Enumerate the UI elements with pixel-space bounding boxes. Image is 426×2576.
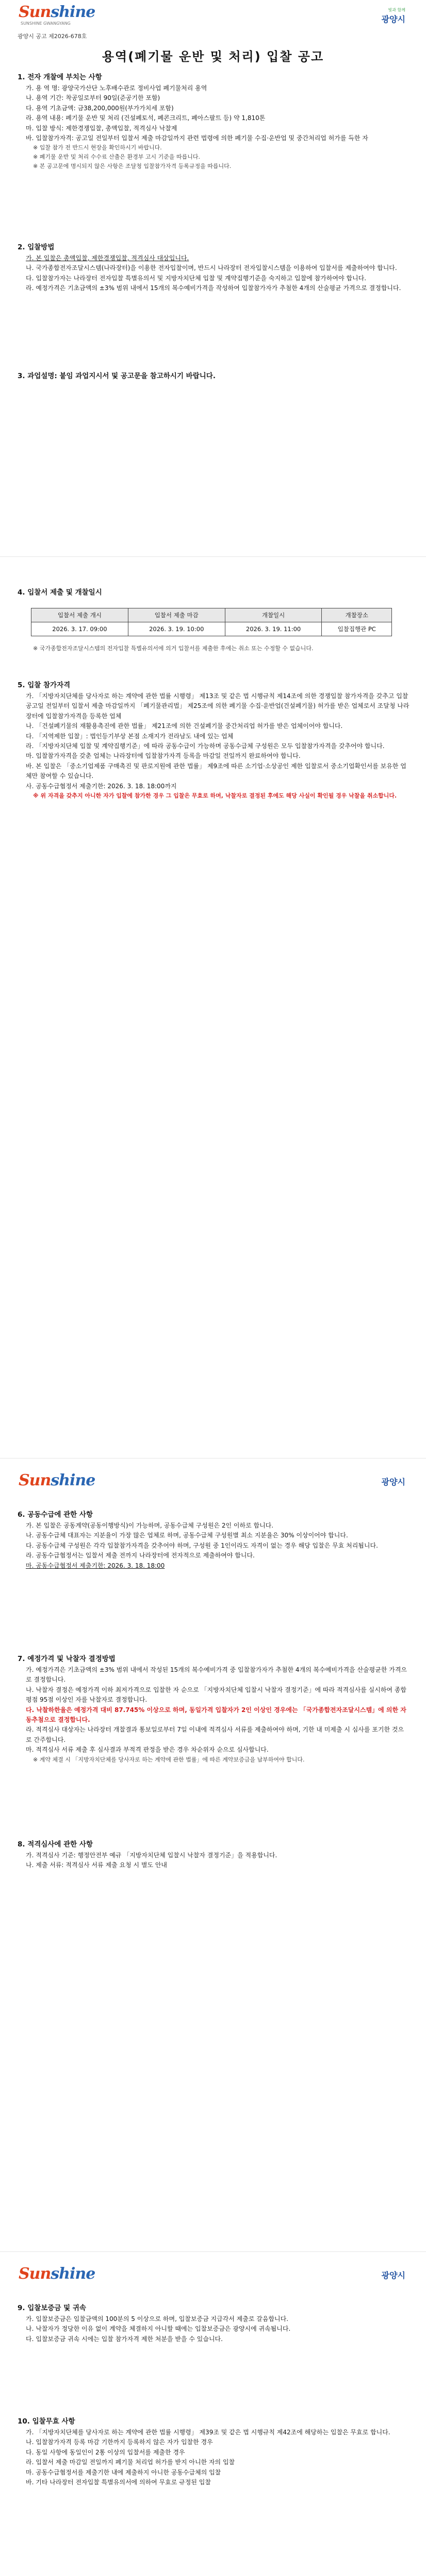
section-8: 8. 적격심사에 관한 사항 가. 적격심사 기준: 행정안전부 예규 「지방자치단체 입찰시 낙찰자 결정기준」을 적용합니다. 나. 제출 서류: 적격심사 서류 제출 요청 시 별도 안내 bbox=[18, 1840, 277, 1869]
table-row: 2026. 3. 17. 09:00 2026. 3. 19. 10:00 2026. 3. 19. 11:00 입찰집행관 PC bbox=[31, 622, 392, 636]
schedule-table bbox=[31, 608, 392, 636]
section-10: 10. 입찰무효 사항 가. 「지방자치단체를 당사자로 하는 계약에 관한 법률 시행령」 제39조 및 같은 법 시행규칙 제42조에 해당하는 입찰은 무효로 합니다. 나. 입찰참가자격 등록 마감 기한까지 등록하지 않은 자가 입찰한 경우 다. 동일 사항에 동일인이 2통 이상의 입찰서를 제출한 경우 라. 입찰서 제출 마감일 전일까지 폐기물 처리업 허가를 받지 아니한 자의 입찰 마. 공동수급협정서를 제출기한 내에 제출하지 아니한 공동수급체의 입찰 바. 기타 나라장터 전자입찰 특별유의서에 의하여 무효로 규정된 입찰 bbox=[18, 2417, 390, 2486]
section-3: 3. 과업설명: 붙임 과업지시서 및 공고문을 참고하시기 바랍니다. bbox=[18, 372, 216, 380]
section-1: 1. 전자 개찰에 부치는 사항 가. 용 역 명: 광양국가산단 노후배수관로 정비사업 폐기물처리 용역 나. 용역 기간: 착공일로부터 90일(준공기한 포함) 다. 용역 기초금액: 금38,200,000원(부가가치세 포함) 라. 용역 내용: 폐기물 운반 및 처리 (건설폐토석, 폐콘크리트, 폐아스팔트 등) 약 1,810톤 마. 입찰 방식: 제한경쟁입찰, 총액입찰, 적격심사 낙찰제 바. 입찰참가자격: 공고일 전일부터 입찰서 제출 마감일까지 관련 법령에 의한 폐기물 수집·운반업 및 중간처리업 허가를 득한 자 ※ 입찰 참가 전 반드시 현장을 확인하시기 바랍니다. ※ 폐기물 운반 및 처리 수수료 산출은 환경부 고시 기준을 따릅니다. ※ 본 공고문에 명시되지 않은 사항은 조달청 입찰참가자격 등록규정을 따릅니다. bbox=[18, 73, 368, 170]
page-3 bbox=[0, 1468, 426, 2241]
page-2 bbox=[0, 567, 426, 1468]
page-1 bbox=[0, 0, 426, 541]
section-6: 6. 공동수급에 관한 사항 가. 본 입찰은 공동계약(공동이행방식)이 가능하며, 공동수급체 구성원은 2인 이하로 합니다. 나. 공동수급체 대표자는 지분율이 가장 많은 업체로 하며, 공동수급체 구성원별 최소 지분율은 30% 이상이어야 합니다. 다. 공동수급체 구성원은 각각 입찰참가자격을 갖추어야 하며, 구성원 중 1인이라도 자격이 없는 경우 해당 입찰은 무효 처리됩니다. 라. 공동수급협정서는 입찰서 제출 전까지 나라장터에 전자적으로 제출하여야 합니다. 마. 공동수급협정서 제출기한: 2026. 3. 18. 18:00 bbox=[18, 1511, 378, 1569]
sunshine-logo: Sunshine bbox=[19, 2265, 95, 2283]
city-logo: 광양시 bbox=[381, 1477, 405, 1487]
notice-number: 광양시 공고 제2026-678호 bbox=[18, 33, 87, 40]
section-9: 9. 입찰보증금 및 귀속 가. 입찰보증금은 입찰금액의 100분의 5 이상으로 하며, 입찰보증금 지급각서 제출로 갈음합니다. 나. 낙찰자가 정당한 이유 없이 계약을 체결하지 아니할 때에는 입찰보증금은 광양시에 귀속됩니다. 다. 입찰보증금 귀속 시에는 입찰 참가자격 제한 처분을 받을 수 있습니다. bbox=[18, 2304, 291, 2343]
city-logo: 빛과 함께 광양시 bbox=[381, 8, 405, 24]
sunshine-logo: Sunshine SUNSHINE GWANGYANG bbox=[19, 3, 95, 26]
sunshine-logo: Sunshine bbox=[19, 1471, 95, 1489]
section-2: 2. 입찰방법 가. 본 입찰은 총액입찰, 제한경쟁입찰, 적격심사 대상입니다. 나. 국가종합전자조달시스템(나라장터)을 이용한 전자입찰이며, 반드시 나라장터 전자입찰시스템을 이용하여 입찰서를 제출하여야 합니다. 다. 입찰참가자는 나라장터 전자입찰 특별유의서 및 지방자치단체 입찰 및 계약집행기준을 숙지하고 입찰에 참가하여야 합니다. 라. 예정가격은 기초금액의 ±3% 범위 내에서 15개의 복수예비가격을 작성하여 입찰참가자가 추첨한 4개의 산술평균 가격으로 결정합니다. bbox=[18, 243, 401, 292]
section-4: 4. 입찰서 제출 및 개찰일시 bbox=[18, 588, 102, 597]
document-title: 용역(폐기물 운반 및 처리) 입찰 공고 bbox=[102, 49, 324, 64]
section-5: 5. 입찰 참가자격 가. 「지방자치단체를 당사자로 하는 계약에 관한 법률 시행령」 제13조 및 같은 법 시행규칙 제14조에 의한 경쟁입찰 참가자격을 갖추고 입찰공고일 전일부터 입찰서 제출 마감일까지 「폐기물관리법」 제25조에 의한 폐기물 수집·운반업(건설폐기물) 허가를 받은 업체로서 조달청 나라장터에 입찰참가자격을 등록한 업체 나. 「건설폐기물의 재활용촉진에 관한 법률」 제21조에 의한 건설폐기물 중간처리업 허가를 받은 업체이어야 합니다. 다. 「지역제한 입찰」: 법인등기부상 본점 소재지가 전라남도 내에 있는 업체 라. 「지방자치단체 입찰 및 계약집행기준」에 따라 공동수급이 가능하며 공동수급체 구성원은 모두 입찰참가자격을 갖추어야 합니다. 마. 입찰참가자격을 갖춘 업체는 나라장터에 입찰참가자격 등록을 마감일 전일까지 완료하여야 합니다. 바. 본 입찰은 「중소기업제품 구매촉진 및 판로지원에 관한 법률」 제9조에 따른 소기업·소상공인 제한 입찰로서 중소기업확인서를 보유한 업체만 참여할 수 있습니다. 사. 공동수급협정서 제출기한: 2026. 3. 18. 18:00까지 ※ 위 자격을 갖추지 아니한 자가 입찰에 참가한 경우 그 입찰은 무효로 하며, 낙찰자로 결정된 후에도 해당 사실이 확인될 경우 낙찰을 취소합니다. bbox=[18, 681, 409, 800]
city-logo: 광양시 bbox=[381, 2270, 405, 2280]
section-4-note: ※ 국가종합전자조달시스템의 전자입찰 특별유의서에 의거 입찰서를 제출한 후에는 취소 또는 수정할 수 없습니다. bbox=[33, 645, 314, 652]
table-header-row: 입찰서 제출 개시 입찰서 제출 마감 개찰일시 개찰장소 bbox=[31, 608, 392, 622]
section-7: 7. 예정가격 및 낙찰자 결정방법 가. 예정가격은 기초금액의 ±3% 범위 내에서 작성된 15개의 복수예비가격 중 입찰참가자가 추첨한 4개의 복수예비가격을 산술평균한 가격으로 결정합니다. 나. 낙찰자 결정은 예정가격 이하 최저가격으로 입찰한 자 순으로 「지방자치단체 입찰시 낙찰자 결정기준」에 따라 적격심사를 실시하여 종합평점 95점 이상인 자를 낙찰자로 결정합니다. 다. 낙찰하한율은 예정가격 대비 87.745% 이상으로 하며, 동일가격 입찰자가 2인 이상인 경우에는 「국가종합전자조달시스템」에 의한 자동추첨으로 결정합니다. 라. 적격심사 대상자는 나라장터 개찰결과 통보일로부터 7일 이내에 적격심사 서류를 제출하여야 하며, 기한 내 미제출 시 심사를 포기한 것으로 간주합니다. 마. 적격심사 서류 제출 후 심사결과 부적격 판정을 받은 경우 차순위자 순으로 심사합니다. ※ 계약 체결 시 「지방자치단체를 당사자로 하는 계약에 관한 법률」에 따른 계약보증금을 납부하여야 합니다. bbox=[18, 1655, 407, 1763]
page-4 bbox=[0, 2262, 426, 2576]
